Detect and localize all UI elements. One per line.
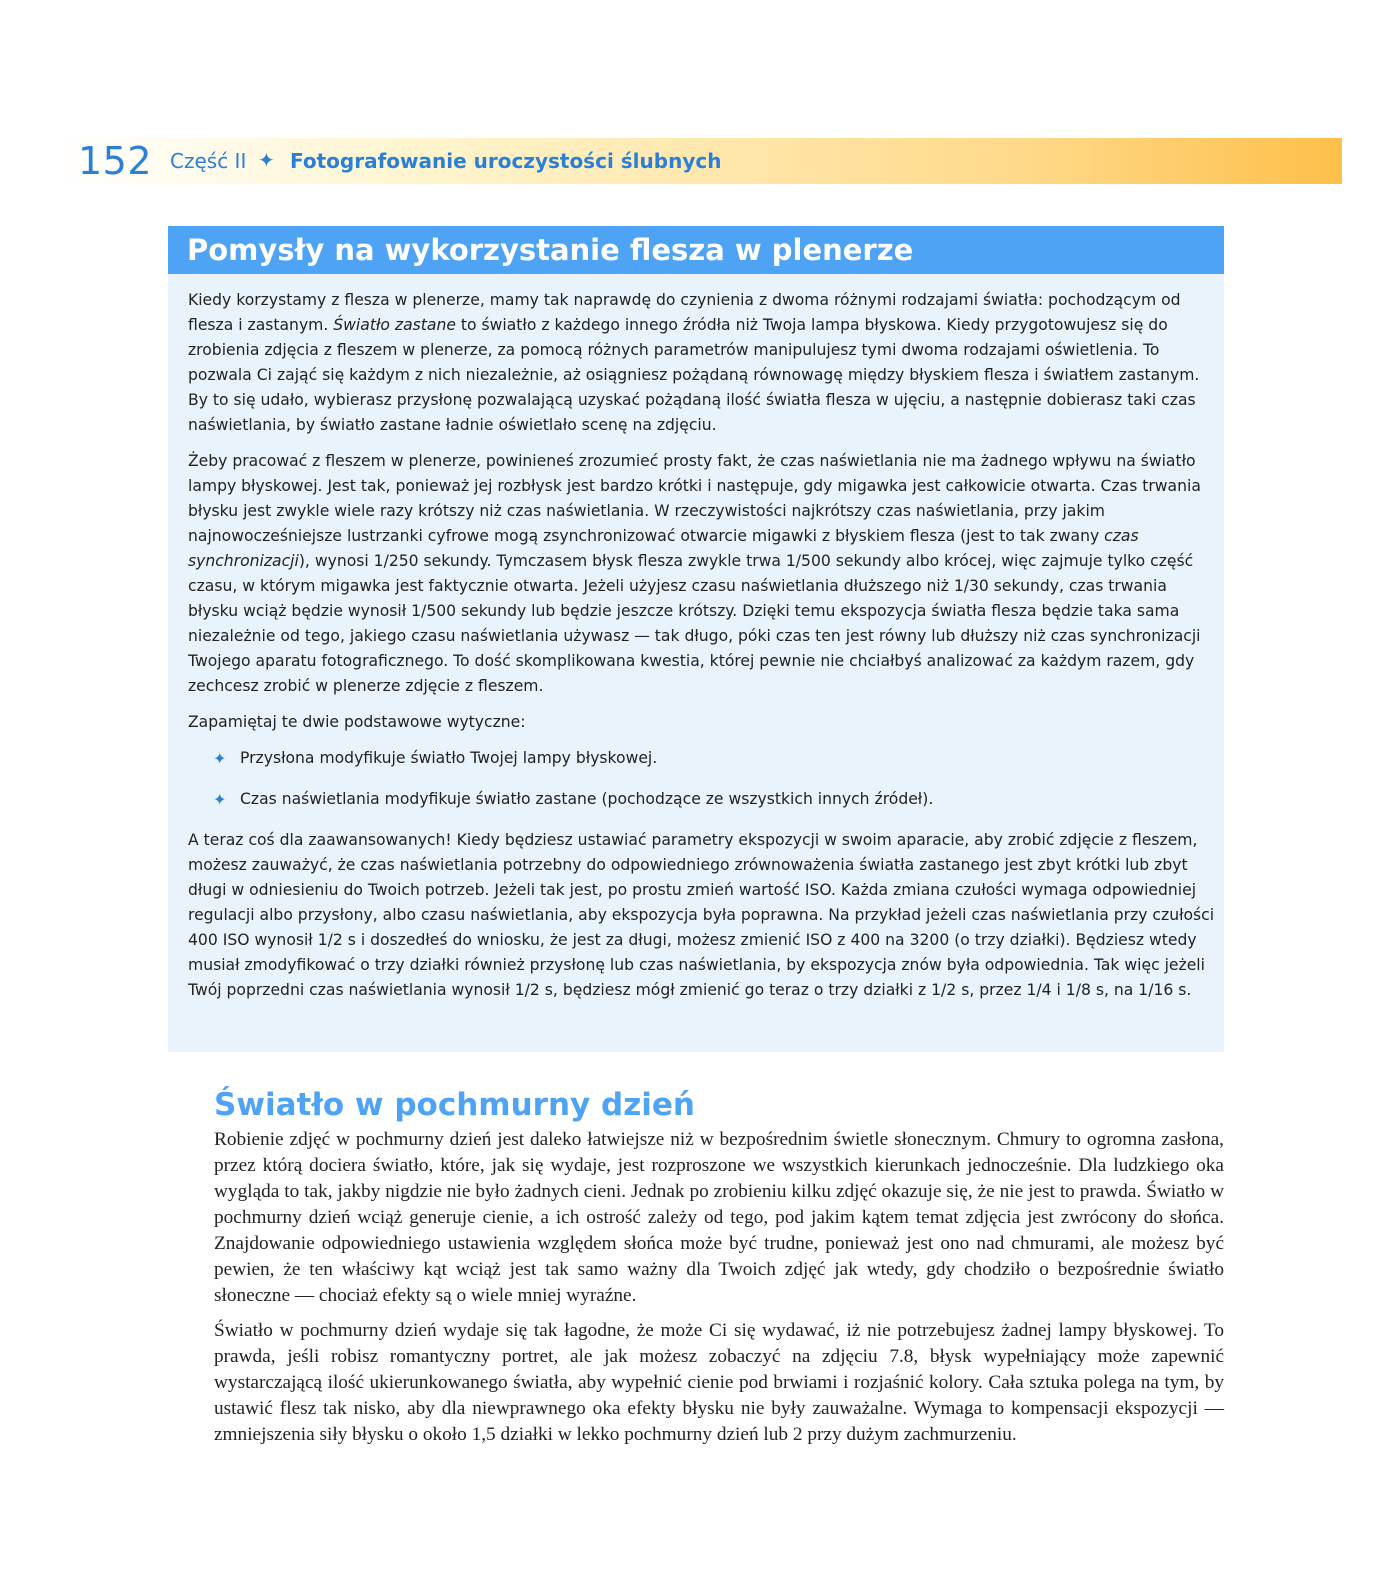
part-label: Część II bbox=[170, 149, 247, 173]
page-number: 152 bbox=[78, 139, 153, 183]
italic-term: Światło zastane bbox=[333, 316, 456, 334]
list-item-text: Czas naświetlania modyfikuje światło zastane (pochodzące ze wszystkich innych źródeł). bbox=[240, 790, 934, 808]
body-paragraph: Światło w pochmurny dzień wydaje się tak łagodne, że może Ci się wydawać, iż nie potrzebujesz żadnej lampy błyskowej. To prawda, jeśli robisz romantyczny portret, ale jak możesz zobaczyć na zdjęciu 7.8, błysk wypełniający może zapewnić wystarczającą ilość ukierunkowanego światła, aby wypełnić cienie pod brwiami i rozjaśnić kolory. Cała sztuka polega na tym, by ustawić flesz tak nisko, aby dla niewprawnego oka efekty błysku nie były zauważalne. Wymaga to kompensacji ekspozycji — zmniejszenia siły błysku o około 1,5 działki w lekko pochmurny dzień lub 2 przy dużym zachmurzeniu. bbox=[214, 1320, 1224, 1445]
body-paragraph: Robienie zdjęć w pochmurny dzień jest daleko łatwiejsze niż w bezpośrednim świetle słonecznym. Chmury to ogromna zasłona, przez którą dociera światło, które, jak się wydaje, jest rozproszone we wszystkich kierunkach jednocześnie. Dla ludzkiego oka wygląda to tak, jakby nigdzie nie było żadnych cieni. Jednak po zrobieniu kilku zdjęć okazuje się, że nie jest to prawda. Światło w pochmurny dzień wciąż generuje cienie, a ich ostrość zależy od tego, pod jakim kątem temat zdjęcia jest zwrócony do słońca. Znajdowanie odpowiedniego ustawienia względem słońca może być trudne, ponieważ jest ono nad chmurami, ale możesz być pewien, że ten właściwy kąt wciąż jest tak samo ważny dla Twoich zdjęć jak wtedy, gdy chodziło o bezpośrednie światło słoneczne — chociaż efekty są o wiele mniej wyraźne. bbox=[214, 1129, 1224, 1306]
sidebar-box bbox=[168, 226, 1224, 1052]
list-item-text: Przysłona modyfikuje światło Twojej lampy błyskowej. bbox=[240, 749, 658, 767]
text-run: to światło z każdego innego źródła niż Twoja lampa błyskowa. Kiedy przygotowujesz się do zrobienia zdjęcia z fleszem w plenerze, za pomocą różnych parametrów manipulujesz tymi dwoma rodzajami oświetlenia. To pozwala Ci zająć się każdym z nich niezależnie, aż osiągniesz pożądaną równowagę między błyskiem flesza i światłem zastanym. By to się udało, wybierasz przysłonę pozwalającą uzyskać pożądaną ilość światła flesza w ujęciu, a następnie dobierasz taki czas naświetlania, by światło zastane ładnie oświetlało scenę na zdjęciu. bbox=[188, 316, 1200, 434]
star-bullet-icon: ✦ bbox=[213, 749, 227, 768]
sidebar-paragraph bbox=[188, 449, 1216, 699]
italic-term: czas synchronizacji bbox=[188, 527, 1139, 570]
section-body bbox=[214, 1127, 1224, 1457]
sidebar-paragraph: Zapamiętaj te dwie podstawowe wytyczne: bbox=[188, 713, 526, 731]
sidebar-paragraph: A teraz coś dla zaawansowanych! Kiedy będziesz ustawiać parametry ekspozycji w swoim aparacie, aby zrobić zdjęcie z fleszem, możesz zauważyć, że czas naświetlania potrzebny do odpowiedniego zrównoważenia światła zastanego jest zbyt krótki lub zbyt długi w odniesieniu do Twoich potrzeb. Jeżeli tak jest, po prostu zmień wartość ISO. Każda zmiana czułości wymaga odpowiedniej regulacji albo przysłony, albo czasu naświetlania, aby ekspozycja była poprawna. Na przykład jeżeli czas naświetlania przy czułości 400 ISO wynosił 1/2 s i doszedłeś do wniosku, że jest za długi, możesz zmienić ISO z 400 na 3200 (o trzy działki). Będziesz wtedy musiał zmodyfikować o trzy działki również przysłonę lub czas naświetlania, by ekspozycja znów była odpowiednia. Tak więc jeżeli Twój poprzedni czas naświetlania wynosił 1/2 s, będziesz mógł zmienić go teraz o trzy działki z 1/2 s, przez 1/4 i 1/8 s, na 1/16 s. bbox=[188, 831, 1215, 999]
section-heading: Światło w pochmurny dzień bbox=[214, 1087, 695, 1123]
star-separator-icon: ✦ bbox=[258, 150, 275, 172]
text-run: ), wynosi 1/250 sekundy. Tymczasem błysk flesza zwykle trwa 1/500 sekundy albo krócej, więc zajmuje tylko część czasu, w którym migawka jest faktycznie otwarta. Jeżeli użyjesz czasu naświetlania dłuższego niż 1/30 sekundy, czas trwania błysku wciąż będzie wynosił 1/500 sekundy lub będzie jeszcze krótszy. Dzięki temu ekspozycja światła flesza będzie taka sama niezależnie od tego, jakiego czasu naświetlania używasz — tak długo, póki czas ten jest równy lub dłuższy niż czas synchronizacji Twojego aparatu fotograficznego. To dość skomplikowana kwestia, której pewnie nie chciałbyś analizować za każdym razem, gdy zechcesz zrobić w plenerze zdjęcie z fleszem. bbox=[188, 552, 1201, 695]
text-run: Kiedy korzystamy z flesza w plenerze, mamy tak naprawdę do czynienia z dwoma różnymi rodzajami światła: pochodzącym od flesza i zastanym. bbox=[188, 291, 1181, 334]
part-title: Fotografowanie uroczystości ślubnych bbox=[290, 149, 722, 173]
guideline-list bbox=[188, 746, 1216, 812]
list-item bbox=[188, 787, 1216, 812]
sidebar-body bbox=[188, 288, 1216, 1014]
star-bullet-icon: ✦ bbox=[213, 790, 227, 809]
sidebar-paragraph bbox=[188, 288, 1216, 438]
sidebar-title: Pomysły na wykorzystanie flesza w plenerze bbox=[187, 233, 914, 267]
sidebar-title-bar bbox=[168, 226, 1224, 274]
list-item bbox=[188, 746, 1216, 771]
text-run: Żeby pracować z fleszem w plenerze, powinieneś zrozumieć prosty fakt, że czas naświetlania nie ma żadnego wpływu na światło lampy błyskowej. Jest tak, ponieważ jej rozbłysk jest bardzo krótki i następuje, gdy migawka jest całkowicie otwarta. Czas trwania błysku jest zwykle wiele razy krótszy niż czas naświetlania. W rzeczywistości najkrótszy czas naświetlania, przy jakim najnowocześniejsze lustrzanki cyfrowe mogą zsynchronizować otwarcie migawki z błyskiem flesza (jest to tak zwany bbox=[188, 452, 1201, 545]
